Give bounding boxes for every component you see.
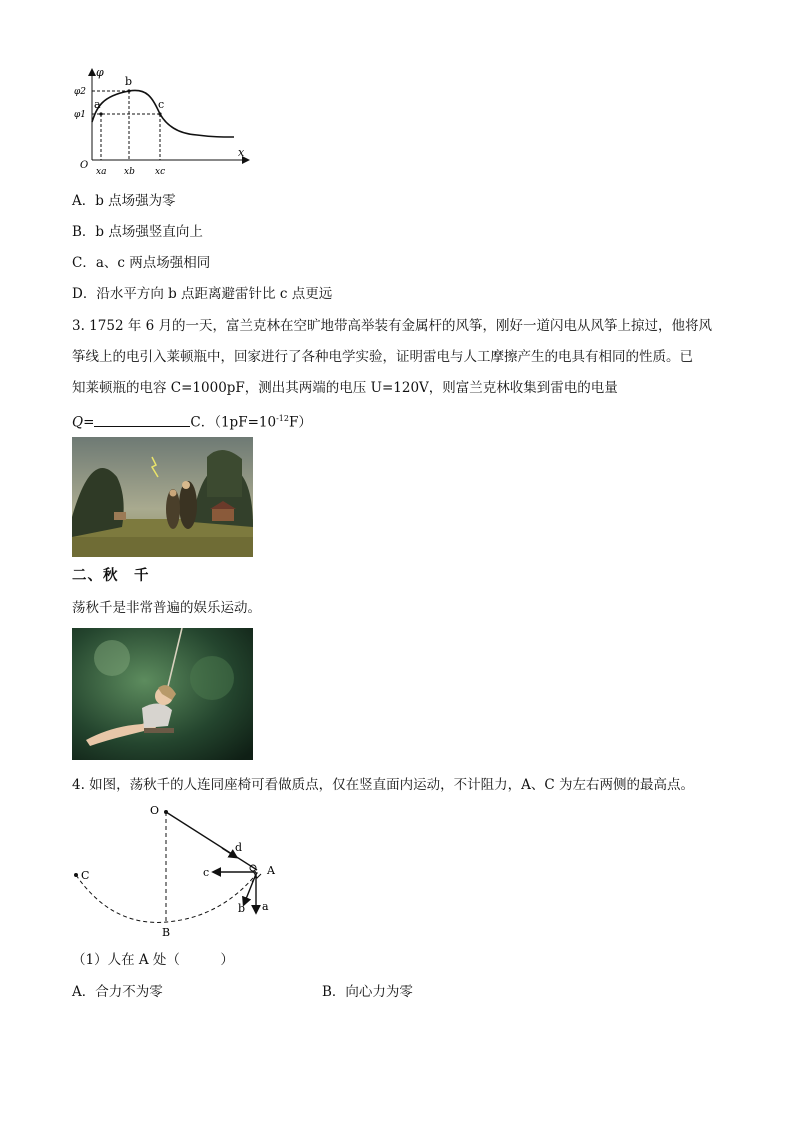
q3-line1: 3. 1752 年 6 月的一天，富兰克林在空旷地带高举装有金属杆的风筝，刚好一道闪电从风筝上掠过，他将风 [72, 318, 712, 334]
q2-option-d: D．沿水平方向 b 点距离避雷针比 c 点更远 [72, 286, 333, 302]
origin-label: O [80, 160, 89, 171]
potential-graph [72, 62, 262, 182]
section2-heading: 二、秋 千 [72, 567, 150, 584]
q3-unit-end: F） [288, 414, 312, 431]
q3-q-label: Q= [72, 414, 95, 431]
swing-rope [166, 812, 257, 870]
q2-option-b: B．b 点场强竖直向上 [72, 224, 203, 240]
label-A: A [267, 864, 275, 877]
swing-diagram [72, 802, 292, 942]
q4-stem: 4. 如图，荡秋千的人连同座椅可看做质点，仅在竖直面内运动，不计阻力，A、C 为左右两侧的最高点。 [72, 777, 695, 793]
point-c-label: c [158, 98, 165, 111]
swing-arc [76, 872, 258, 922]
label-d: d [235, 841, 243, 854]
q3-exp: -12 [276, 414, 289, 423]
q2-option-a: A．b 点场强为零 [72, 193, 176, 209]
tick-xb: xb [124, 167, 135, 177]
phi2-label: φ2 [74, 87, 87, 97]
q3-line3: 知莱顿瓶的电容 C=1000pF，测出其两端的电压 U=120V，则富兰克林收集到雷电的电量 [72, 380, 618, 396]
q2-option-c: C．a、c 两点场强相同 [72, 255, 211, 271]
section2-intro: 荡秋千是非常普遍的娱乐运动。 [72, 600, 261, 616]
q3-answer-line [72, 409, 312, 433]
label-C: C [81, 869, 90, 882]
q4-option-a: A．合力不为零 [72, 984, 163, 1000]
label-b: b [238, 902, 246, 915]
tick-xc: xc [155, 167, 166, 177]
q3-unit: C．（1pF=10 [190, 414, 277, 431]
swing-photo [72, 628, 253, 760]
y-axis-label: φ [96, 66, 104, 79]
q4-sub1: （1）人在 A 处（ ） [72, 952, 234, 968]
label-c: c [203, 866, 210, 879]
point-a-label: a [94, 98, 101, 111]
phi1-label: φ1 [74, 110, 87, 120]
label-B: B [162, 926, 171, 939]
tick-xa: xa [96, 167, 107, 177]
q4-option-b: B．向心力为零 [322, 984, 413, 1000]
force-d-arrow [222, 848, 236, 857]
point-b-label: b [125, 75, 133, 88]
q3-line2: 筝线上的电引入莱顿瓶中，回家进行了各种电学实验，证明雷电与人工摩擦产生的电具有相同的性质。已 [72, 349, 693, 365]
q3-answer-blank[interactable] [94, 412, 190, 427]
label-O: O [150, 804, 160, 817]
label-a: a [262, 900, 269, 913]
x-axis-label: x [238, 146, 245, 159]
franklin-kite-painting [72, 437, 253, 557]
